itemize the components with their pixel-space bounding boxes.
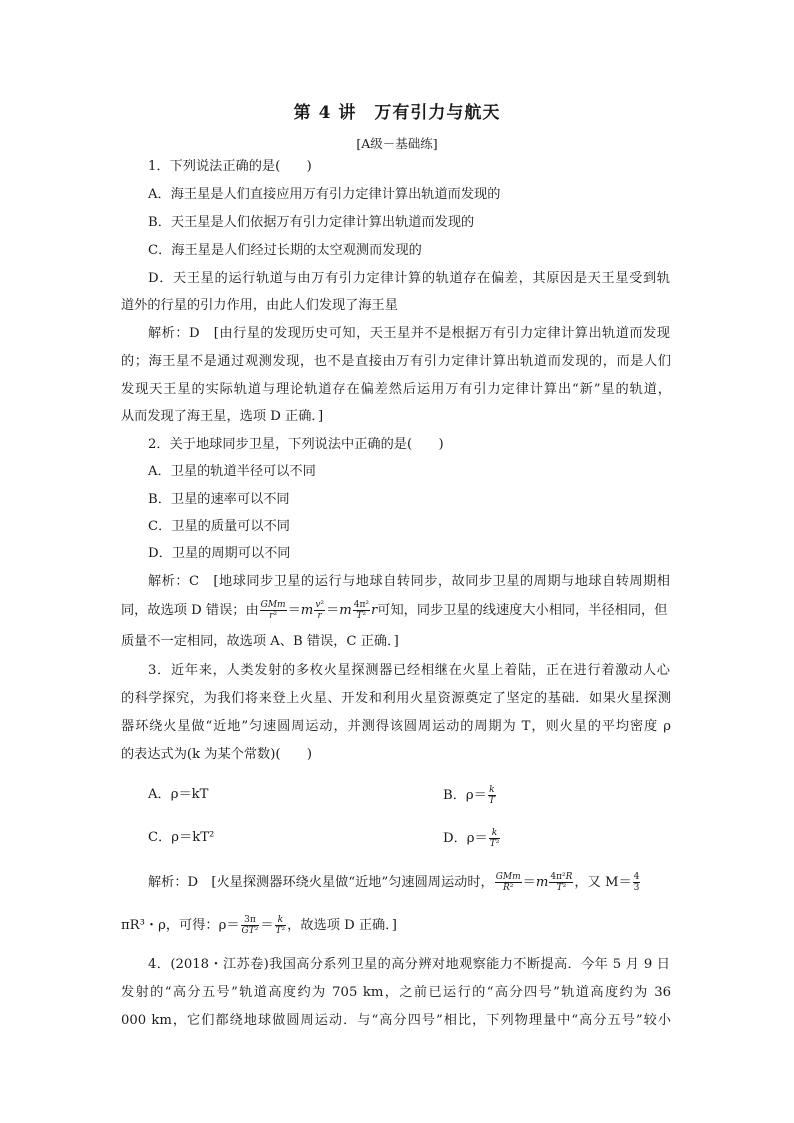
q2-option-d: D．卫星的周期可以不同	[148, 546, 291, 561]
q3-option-d-fraction: $\frac{k}{\text{T²}}$	[489, 828, 500, 849]
q2-answer-line2-post: 可知，同步卫星的线速度大小相同，半径相同，但	[377, 603, 668, 618]
q2-stem: 2．关于地球同步卫星，下列说法中正确的是( )	[148, 437, 444, 452]
q1-answer-line2: 的；海王星不是通过观测发现，也不是直接由万有引力定律计算出轨道而发现的，而是人们	[121, 354, 671, 369]
q2-answer-line3: 质量不一定相同，故选项 A、B 错误，C 正确．]	[121, 634, 399, 649]
q1-answer-line4: 从而发现了海王星，选项 D 正确．]	[121, 409, 324, 424]
q1-option-d-line2: 道外的行星的引力作用，由此人们发现了海王星	[121, 298, 398, 313]
q3-stem-line2: 的科学探究，为我们将来登上火星、开发和利用火星资源奠定了坚定的基础．如果火星探测	[121, 691, 671, 706]
q3-stem-line4: 的表达式为(k 为某个常数)( )	[121, 747, 313, 762]
q3-stem-line1: 3．近年来，人类发射的多枚火星探测器已经相继在火星上着陆，正在进行着激动人心	[148, 663, 670, 678]
q3-option-b-fraction: $\frac{k}{T}$	[488, 785, 495, 806]
q2-option-a: A．卫星的轨道半径可以不同	[148, 464, 316, 479]
q3-option-a: A．ρ＝kT	[148, 787, 209, 802]
q3-formula-2: $\frac{3\pi}{\text{GT²}}$ ＝ $\frac{k}{\text{T²}}$	[241, 915, 286, 936]
q3-option-d-label: D．ρ＝	[443, 831, 488, 846]
q3-answer-line2	[121, 915, 397, 936]
q1-option-d-line1: D．天王星的运行轨道与由万有引力定律计算的轨道存在偏差，其原因是天王星受到轨	[148, 271, 670, 286]
q3-formula-1: $\frac{\text{GMm}}{\text{R²}}$ ＝m $\frac{\text{4π²R}}{\text{T²}}$	[495, 872, 573, 893]
q1-option-b: B．天王星是人们依据万有引力定律计算出轨道而发现的	[148, 215, 475, 230]
q3-answer-line1-pre: 解析：D [火星探测器环绕火星做“近地”匀速圆周运动时，	[148, 875, 494, 890]
q3-answer-line1	[148, 872, 641, 893]
q1-answer-line3: 发现天王星的实际轨道与理论轨道存在偏差然后运用万有引力定律计算出“新”星的轨道，	[121, 382, 671, 397]
q2-option-c: C．卫星的质量可以不同	[148, 519, 290, 534]
q4-line2: 发射的“高分五号”轨道高度约为 705 km，之前已运行的“高分四号”轨道高度约为 36	[121, 985, 671, 1000]
q2-answer-line1: 解析：C [地球同步卫星的运行与地球自转同步，故同步卫星的周期与地球自转周期相	[148, 574, 670, 589]
q1-answer-line1: 解析：D [由行星的发现历史可知，天王星并不是根据万有引力定律计算出轨道而发现	[148, 326, 670, 341]
q4-line3: 000 km，它们都绕地球做圆周运动．与“高分四号”相比，下列物理量中“高分五号”较小	[121, 1013, 671, 1028]
q3-option-b	[443, 785, 497, 806]
q2-formula: $\frac{\text{GMm}}{\text{r²}}$ ＝m $\frac{\text{v²}}{r}$ ＝m $\frac{\text{4π²}}{\text{T²}}$ r	[260, 600, 378, 621]
q3-answer-line1-mid: ，又 M＝	[574, 875, 632, 890]
q3-option-d	[443, 828, 501, 849]
q2-answer-line2-pre: 同，故选项 D 错误；由	[121, 603, 259, 618]
q3-option-c: C．ρ＝kT²	[148, 830, 215, 845]
q3-answer-line2-post: ，故选项 D 正确．]	[287, 918, 397, 933]
q1-option-a: A．海王星是人们直接应用万有引力定律计算出轨道而发现的	[148, 187, 501, 202]
page-title: 第 4 讲 万有引力与航天	[293, 103, 501, 123]
q2-answer-line2	[121, 600, 667, 621]
q2-option-b: B．卫星的速率可以不同	[148, 492, 290, 507]
q3-formula-fraction-4-3: $\frac{4}{3}$	[633, 872, 640, 893]
q1-stem: 1．下列说法正确的是( )	[148, 159, 312, 174]
q3-stem-line3: 器环绕火星做“近地”匀速圆周运动，并测得该圆周运动的周期为 T，则火星的平均密度 ρ	[121, 719, 671, 734]
section-subtitle: [A级－基础练]	[356, 136, 438, 151]
q3-answer-line2-pre: πR³・ρ，可得：ρ＝	[121, 918, 240, 933]
q3-option-b-label: B．ρ＝	[443, 788, 487, 803]
q1-option-c: C．海王星是人们经过长期的太空观测而发现的	[148, 243, 422, 258]
q4-line1: 4．(2018・江苏卷)我国高分系列卫星的高分辨对地观察能力不断提高．今年 5 月 9 日	[148, 957, 670, 972]
